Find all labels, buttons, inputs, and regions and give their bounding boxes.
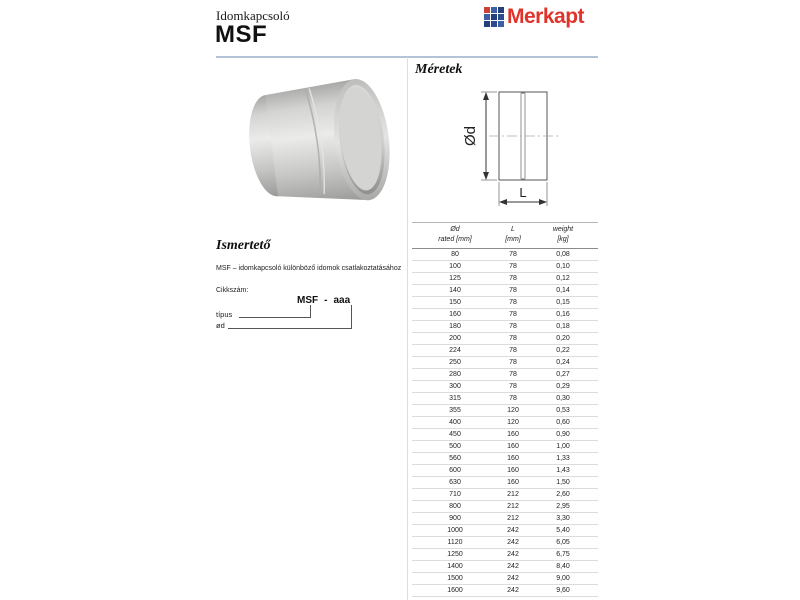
section-title-dimensions: Méretek bbox=[415, 62, 463, 77]
table-cell: 242 bbox=[498, 524, 528, 536]
table-header-row bbox=[412, 223, 598, 249]
table-row bbox=[412, 416, 598, 428]
table-row bbox=[412, 356, 598, 368]
table-cell: 120 bbox=[498, 404, 528, 416]
table-cell: 78 bbox=[498, 260, 528, 272]
table-cell: 0,24 bbox=[528, 356, 598, 368]
table-cell: 120 bbox=[498, 416, 528, 428]
table-cell: 630 bbox=[412, 476, 498, 488]
table-cell: 1,33 bbox=[528, 452, 598, 464]
table-cell: 0,22 bbox=[528, 344, 598, 356]
code-separator: - bbox=[324, 295, 328, 306]
table-row bbox=[412, 548, 598, 560]
table-row bbox=[412, 512, 598, 524]
table-row bbox=[412, 380, 598, 392]
table-cell: 140 bbox=[412, 284, 498, 296]
table-cell: 8,40 bbox=[528, 560, 598, 572]
table-cell: 78 bbox=[498, 392, 528, 404]
table-row bbox=[412, 272, 598, 284]
table-cell: 160 bbox=[498, 428, 528, 440]
table-cell: 1600 bbox=[412, 584, 498, 596]
table-cell: 160 bbox=[498, 464, 528, 476]
table-row bbox=[412, 320, 598, 332]
table-cell: 1,43 bbox=[528, 464, 598, 476]
brand-grid-cell bbox=[498, 14, 504, 20]
table-cell: 5,40 bbox=[528, 524, 598, 536]
product-category: Idomkapcsoló bbox=[216, 8, 290, 23]
table-cell: 78 bbox=[498, 368, 528, 380]
table-cell: 0,14 bbox=[528, 284, 598, 296]
section-title-description: Ismertető bbox=[216, 238, 271, 253]
brand-grid-cell bbox=[484, 7, 490, 13]
code-prefix: MSF bbox=[297, 295, 319, 306]
dimensions-table-wrap bbox=[412, 222, 598, 597]
code-suffix: aaa bbox=[333, 295, 351, 306]
legend-type-line bbox=[239, 317, 310, 318]
table-cell: 212 bbox=[498, 500, 528, 512]
table-cell: 125 bbox=[412, 272, 498, 284]
table-row bbox=[412, 248, 598, 260]
table-cell: 2,60 bbox=[528, 488, 598, 500]
table-row bbox=[412, 284, 598, 296]
brand-grid-cell bbox=[491, 14, 497, 20]
table-cell: 800 bbox=[412, 500, 498, 512]
dimension-drawing bbox=[425, 84, 575, 216]
table-cell: 6,05 bbox=[528, 536, 598, 548]
brand-grid-cell bbox=[498, 7, 504, 13]
brand-grid-icon bbox=[484, 7, 504, 27]
table-cell: 0,27 bbox=[528, 368, 598, 380]
table-row bbox=[412, 560, 598, 572]
table-cell: 280 bbox=[412, 368, 498, 380]
table-cell: 300 bbox=[412, 380, 498, 392]
order-code bbox=[297, 295, 356, 306]
table-cell: 100 bbox=[412, 260, 498, 272]
table-row bbox=[412, 296, 598, 308]
diameter-dim-label: Ød bbox=[462, 125, 479, 147]
table-cell: 0,29 bbox=[528, 380, 598, 392]
brand-grid-cell bbox=[491, 21, 497, 27]
table-cell: 9,60 bbox=[528, 584, 598, 596]
col-header-length: L [mm] bbox=[505, 226, 521, 243]
table-cell: 78 bbox=[509, 250, 517, 258]
table-cell: 315 bbox=[412, 392, 498, 404]
dimensions-table bbox=[412, 222, 598, 597]
table-cell: 0,16 bbox=[528, 308, 598, 320]
table-row bbox=[412, 344, 598, 356]
table-cell: 160 bbox=[498, 440, 528, 452]
table-cell: 0,12 bbox=[528, 272, 598, 284]
brand-logo bbox=[484, 5, 584, 29]
table-cell: 224 bbox=[412, 344, 498, 356]
table-cell: 180 bbox=[412, 320, 498, 332]
table-cell: 78 bbox=[498, 320, 528, 332]
table-cell: 1120 bbox=[412, 536, 498, 548]
brand-grid-cell bbox=[491, 7, 497, 13]
table-cell: 1500 bbox=[412, 572, 498, 584]
table-cell: 78 bbox=[498, 380, 528, 392]
table-cell: 2,95 bbox=[528, 500, 598, 512]
table-cell: 0,30 bbox=[528, 392, 598, 404]
table-cell: 0,15 bbox=[528, 296, 598, 308]
brand-grid-cell bbox=[484, 14, 490, 20]
table-cell: 78 bbox=[498, 296, 528, 308]
legend-diameter-connector bbox=[351, 305, 352, 329]
table-cell: 242 bbox=[498, 548, 528, 560]
table-cell: 78 bbox=[498, 308, 528, 320]
brand-grid-cell bbox=[484, 21, 490, 27]
table-row bbox=[412, 392, 598, 404]
table-cell: 1400 bbox=[412, 560, 498, 572]
table-row bbox=[412, 572, 598, 584]
table-row bbox=[412, 404, 598, 416]
table-cell: 0,90 bbox=[528, 428, 598, 440]
table-row bbox=[412, 452, 598, 464]
table-cell: 80 bbox=[451, 250, 459, 258]
table-cell: 0,10 bbox=[528, 260, 598, 272]
legend-type-connector bbox=[310, 305, 311, 318]
col-header-weight: weight [kg] bbox=[552, 226, 574, 243]
table-row bbox=[412, 500, 598, 512]
table-cell: 3,30 bbox=[528, 512, 598, 524]
table-cell: 1,50 bbox=[528, 476, 598, 488]
table-row bbox=[412, 488, 598, 500]
table-cell: 0,18 bbox=[528, 320, 598, 332]
brand-name: Merkapt bbox=[507, 5, 585, 28]
table-row bbox=[412, 428, 598, 440]
legend-diameter-line bbox=[228, 328, 351, 329]
table-cell: 160 bbox=[412, 308, 498, 320]
table-cell: 78 bbox=[498, 332, 528, 344]
table-cell: 450 bbox=[412, 428, 498, 440]
length-dim-label: L bbox=[519, 185, 527, 200]
table-cell: 560 bbox=[412, 452, 498, 464]
table-row bbox=[412, 260, 598, 272]
order-code-label: Cikkszám: bbox=[216, 287, 249, 294]
brand-grid-cell bbox=[498, 21, 504, 27]
col-header-diameter: Ød rated [mm] bbox=[438, 226, 472, 243]
table-cell: 160 bbox=[498, 476, 528, 488]
table-cell: 710 bbox=[412, 488, 498, 500]
table-cell: 355 bbox=[412, 404, 498, 416]
table-cell: 0,53 bbox=[528, 404, 598, 416]
table-row bbox=[412, 308, 598, 320]
page-title: MSF bbox=[215, 21, 268, 48]
table-cell: 78 bbox=[498, 284, 528, 296]
table-cell: 1,00 bbox=[528, 440, 598, 452]
table-row bbox=[412, 584, 598, 596]
table-cell: 900 bbox=[412, 512, 498, 524]
table-cell: 160 bbox=[498, 452, 528, 464]
table-row bbox=[412, 536, 598, 548]
table-cell: 400 bbox=[412, 416, 498, 428]
table-row bbox=[412, 476, 598, 488]
table-row bbox=[412, 368, 598, 380]
column-divider bbox=[407, 57, 408, 600]
table-cell: 78 bbox=[498, 272, 528, 284]
table-cell: 600 bbox=[412, 464, 498, 476]
legend-type-label: típus bbox=[216, 310, 233, 319]
table-cell: 242 bbox=[498, 560, 528, 572]
table-row bbox=[412, 464, 598, 476]
table-cell: 0,20 bbox=[528, 332, 598, 344]
table-cell: 1250 bbox=[412, 548, 498, 560]
table-cell: 6,75 bbox=[528, 548, 598, 560]
table-cell: 0,08 bbox=[556, 250, 570, 258]
table-cell: 1000 bbox=[412, 524, 498, 536]
table-cell: 212 bbox=[498, 488, 528, 500]
table-cell: 212 bbox=[498, 512, 528, 524]
legend-diameter-label: ød bbox=[216, 321, 225, 330]
table-cell: 242 bbox=[498, 572, 528, 584]
table-row bbox=[412, 440, 598, 452]
table-cell: 0,60 bbox=[528, 416, 598, 428]
table-cell: 250 bbox=[412, 356, 498, 368]
product-photo bbox=[232, 70, 404, 218]
table-row bbox=[412, 524, 598, 536]
table-cell: 200 bbox=[412, 332, 498, 344]
table-cell: 500 bbox=[412, 440, 498, 452]
table-cell: 78 bbox=[498, 344, 528, 356]
table-row bbox=[412, 332, 598, 344]
product-description: MSF – idomkapcsoló különböző idomok csatlakoztatásához bbox=[216, 265, 402, 272]
table-cell: 242 bbox=[498, 584, 528, 596]
table-cell: 9,00 bbox=[528, 572, 598, 584]
table-cell: 78 bbox=[498, 356, 528, 368]
table-cell: 150 bbox=[412, 296, 498, 308]
table-cell: 242 bbox=[498, 536, 528, 548]
